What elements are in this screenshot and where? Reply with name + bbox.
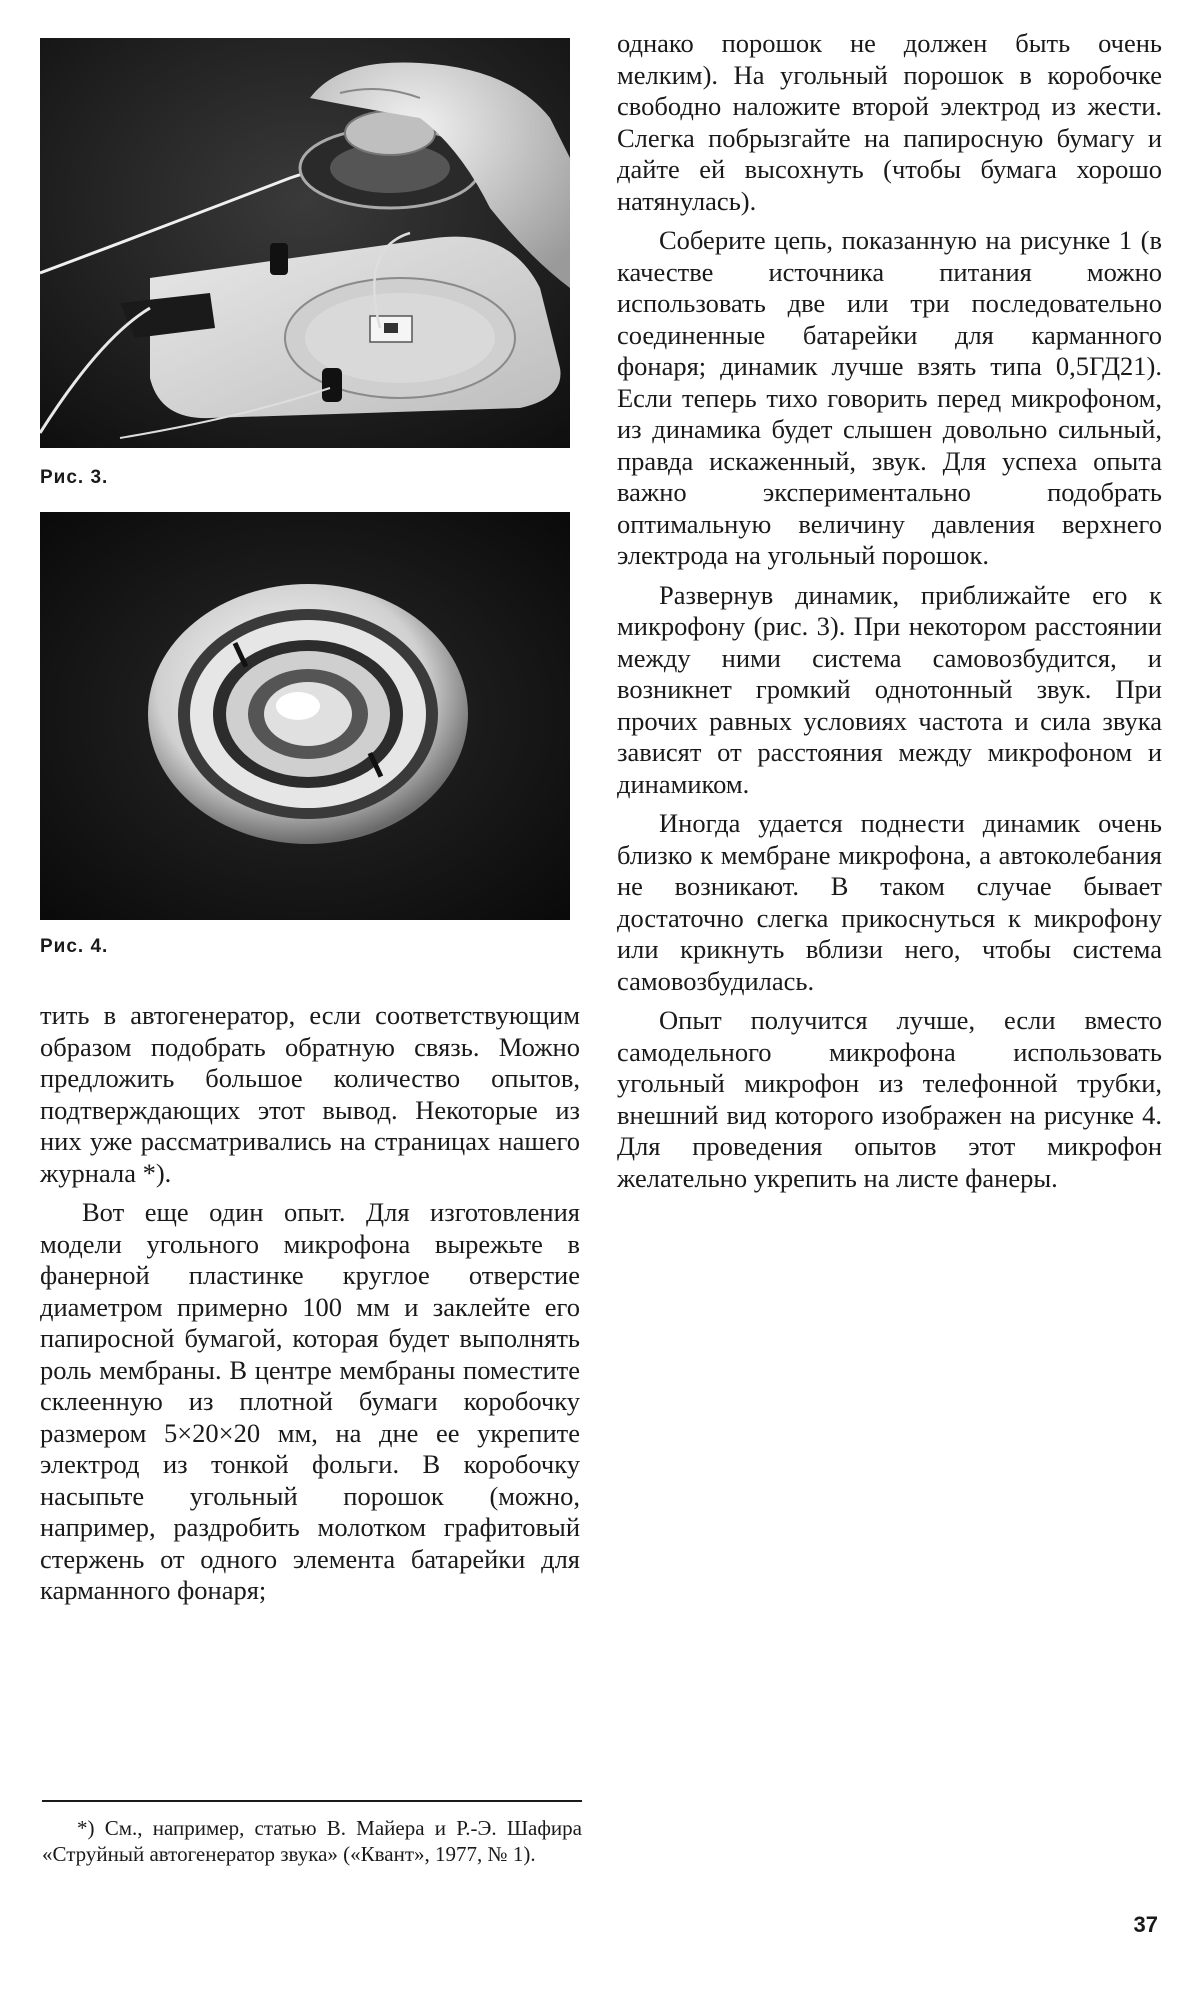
right-paragraph-4: Иногда удается поднести динамик очень близко к мембране микрофона, а автоколебания не возникают. В таком случае бывает достаточно слегка прикоснуться к микрофону или крикнуть вблизи него, чтобы система самовозбудилась. (617, 808, 1162, 996)
right-paragraph-3: Развернув динамик, приближайте его к микрофону (рис. 3). При некотором расстоянии между ними система самовозбудится, и возникнет громкий однотонный звук. При прочих равных условиях частота и сила звука зависят от расстояния между микрофоном и динамиком. (617, 579, 1162, 799)
footnote: *) См., например, статью В. Майера и Р.-Э. Шафира «Струйный автогенератор звука» («Квант», 1977, № 1). (42, 1816, 582, 1866)
page-number: 37 (1133, 1912, 1158, 1937)
right-column (617, 28, 1162, 1194)
figure-4-photo (40, 512, 570, 920)
left-column (40, 1000, 580, 1607)
microphone-setup-illustration (40, 38, 570, 448)
footnote-rule (42, 1800, 582, 1802)
carbon-microphone-illustration (40, 512, 570, 920)
left-paragraph-2: Вот еще один опыт. Для изготовления модели угольного микрофона вырежьте в фанерной пластинке круглое отверстие диаметром примерно 100 мм и заклейте его папиросной бумагой, которая будет выполнять роль мембраны. В центре мембраны поместите склеенную из плотной бумаги коробочку размером 5×20×20 мм, на дне ее укрепите электрод из тонкой фольги. В коробочку насыпьте угольный порошок (можно, например, раздробить молотком графитовый стержень от одного элемента батарейки для карманного фонаря; (40, 1197, 580, 1605)
figure-4-caption: Рис. 4. (40, 936, 109, 957)
figure-3-caption: Рис. 3. (40, 467, 109, 488)
right-paragraph-5: Опыт получится лучше, если вместо самодельного микрофона использовать угольный микрофон из телефонной трубки, внешний вид которого изображен на рисунке 4. Для проведения опытов этот микрофон желательно укрепить на листе фанеры. (617, 1005, 1162, 1193)
right-paragraph-1: однако порошок не должен быть очень мелким). На угольный порошок в коробочке свободно наложите второй электрод из жести. Слегка побрызгайте на папиросную бумагу и дайте ей высохнуть (чтобы бумага хорошо натянулась). (617, 28, 1162, 216)
left-paragraph-1: тить в автогенератор, если соответствующим образом подобрать обратную связь. Можно предложить большое количество опытов, подтверждающих этот вывод. Некоторые из них уже рассматривались на страницах нашего журнала *). (40, 1000, 580, 1188)
figure-3-photo (40, 38, 570, 448)
right-paragraph-2: Соберите цепь, показанную на рисунке 1 (в качестве источника питания можно использовать две или три последовательно соединенные батарейки для карманного фонаря; динамик лучше взять типа 0,5ГД21). Если теперь тихо говорить перед микрофоном, из динамика будет слышен довольно сильный, правда искаженный, звук. Для успеха опыта важно экспериментально подобрать оптимальную величину давления верхнего электрода на угольный порошок. (617, 225, 1162, 570)
